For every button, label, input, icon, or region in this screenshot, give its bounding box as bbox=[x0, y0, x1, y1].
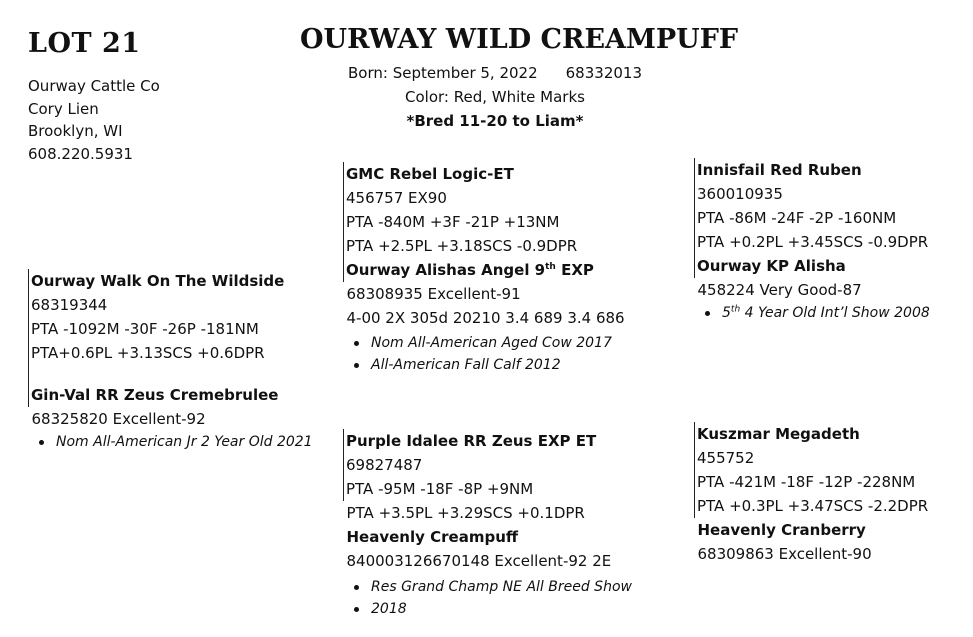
bred-line: *Bred 11-20 to Liam* bbox=[406, 112, 584, 130]
dam-sire-block bbox=[343, 429, 632, 620]
ss-dam-award: 5th 4 Year Old Int’l Show 2008 bbox=[694, 302, 930, 324]
sire-reg: 68319344 bbox=[31, 296, 108, 314]
dam-dam-award-line-2: 2018 bbox=[343, 598, 632, 620]
sire-sire-block bbox=[343, 162, 625, 376]
ds-sire-pta-traits: PTA +0.3PL +3.47SCS -2.2DPR bbox=[697, 497, 929, 515]
ss-dam-name: Ourway KP Alisha bbox=[697, 257, 846, 275]
lot-number: LOT 21 bbox=[28, 28, 141, 59]
sire-dam-reg: 68308935 Excellent-91 bbox=[346, 285, 521, 303]
ss-sire-name: Innisfail Red Ruben bbox=[697, 161, 862, 179]
dam-award: Nom All-American Jr 2 Year Old 2021 bbox=[28, 431, 313, 453]
sire-name: Ourway Walk On The Wildside bbox=[31, 272, 285, 290]
animal-info bbox=[290, 61, 700, 133]
ds-dam-reg: 68309863 Excellent-90 bbox=[697, 545, 872, 563]
sire-dam-award-1: Nom All-American Aged Cow 2017 bbox=[343, 332, 625, 354]
dam-sire-pta-traits: PTA +3.5PL +3.29SCS +0.1DPR bbox=[346, 504, 585, 522]
dam-sire-reg: 69827487 bbox=[346, 456, 423, 474]
ss-sire-pta-production: PTA -86M -24F -2P -160NM bbox=[697, 209, 897, 227]
sire-block bbox=[28, 269, 313, 453]
sire-sire-pta-traits: PTA +2.5PL +3.18SCS -0.9DPR bbox=[346, 237, 578, 255]
ds-sire-pta-production: PTA -421M -18F -12P -228NM bbox=[697, 473, 916, 491]
registration-number: 68332013 bbox=[565, 64, 642, 82]
ds-sire-name: Kuszmar Megadeth bbox=[697, 425, 860, 443]
sire-sire-reg: 456757 EX90 bbox=[346, 189, 447, 207]
consignor-person: Cory Lien bbox=[28, 99, 99, 118]
sire-dam-award-2: All-American Fall Calf 2012 bbox=[343, 354, 625, 376]
dam-sire-name: Purple Idalee RR Zeus EXP ET bbox=[346, 432, 597, 450]
consignor-phone: 608.220.5931 bbox=[28, 144, 133, 163]
dam-name: Gin-Val RR Zeus Cremebrulee bbox=[31, 386, 279, 404]
ss-sire-block bbox=[694, 158, 930, 324]
born-line bbox=[290, 61, 700, 85]
ss-dam-reg: 458224 Very Good-87 bbox=[697, 281, 862, 299]
ss-sire-reg: 360010935 bbox=[697, 185, 783, 203]
color-line: Color: Red, White Marks bbox=[405, 88, 585, 106]
birth-date: Born: September 5, 2022 bbox=[348, 64, 538, 82]
sire-sire-pta-production: PTA -840M +3F -21P +13NM bbox=[346, 213, 560, 231]
consignor-info bbox=[28, 75, 160, 165]
ds-sire-reg: 455752 bbox=[697, 449, 755, 467]
ds-dam-name: Heavenly Cranberry bbox=[697, 521, 866, 539]
sire-dam-name: Ourway Alishas Angel 9th EXP bbox=[346, 261, 594, 279]
sire-sire-name: GMC Rebel Logic-ET bbox=[346, 165, 514, 183]
consignor-location: Brooklyn, WI bbox=[28, 122, 123, 140]
consignor-farm: Ourway Cattle Co bbox=[28, 77, 160, 95]
sire-pta-production: PTA -1092M -30F -26P -181NM bbox=[31, 320, 259, 338]
dam-dam-reg: 840003126670148 Excellent-92 2E bbox=[346, 552, 612, 570]
animal-name: OURWAY WILD CREAMPUFF bbox=[300, 24, 739, 55]
ss-sire-pta-traits: PTA +0.2PL +3.45SCS -0.9DPR bbox=[697, 233, 929, 251]
ds-sire-block bbox=[694, 422, 928, 566]
sire-pta-traits: PTA+0.6PL +3.13SCS +0.6DPR bbox=[31, 344, 265, 362]
dam-sire-pta-production: PTA -95M -18F -8P +9NM bbox=[346, 480, 534, 498]
dam-reg: 68325820 Excellent-92 bbox=[31, 410, 206, 428]
dam-dam-award-line-1: Res Grand Champ NE All Breed Show bbox=[343, 576, 632, 598]
dam-dam-name: Heavenly Creampuff bbox=[346, 528, 519, 546]
sire-dam-record: 4-00 2X 305d 20210 3.4 689 3.4 686 bbox=[346, 309, 625, 327]
